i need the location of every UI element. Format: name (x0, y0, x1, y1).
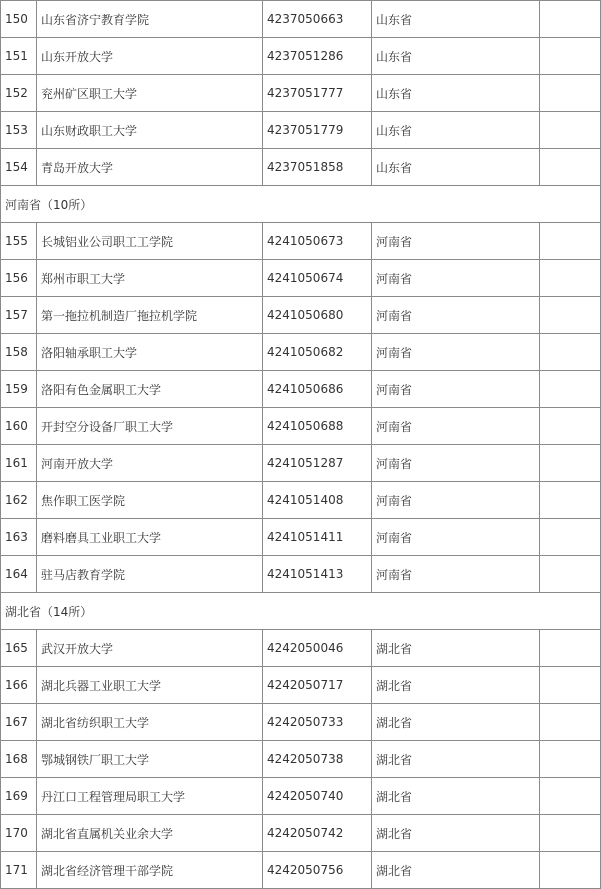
row-number-cell: 160 (1, 408, 37, 445)
table-row (1, 371, 601, 408)
remarks-cell (540, 852, 601, 889)
remarks-cell (540, 149, 601, 186)
province-cell: 河南省 (372, 445, 540, 482)
institution-name-cell: 洛阳有色金属职工大学 (37, 371, 263, 408)
table-row (1, 667, 601, 704)
table-row (1, 445, 601, 482)
province-section-row (1, 593, 601, 630)
remarks-cell (540, 556, 601, 593)
row-number-cell: 151 (1, 38, 37, 75)
province-cell: 河南省 (372, 408, 540, 445)
institution-code-cell: 4237051777 (263, 75, 372, 112)
table-row (1, 852, 601, 889)
row-number-cell: 165 (1, 630, 37, 667)
table-row (1, 778, 601, 815)
institution-name-cell: 山东财政职工大学 (37, 112, 263, 149)
province-cell: 湖北省 (372, 852, 540, 889)
institution-code-cell: 4241050688 (263, 408, 372, 445)
institution-code-cell: 4242050740 (263, 778, 372, 815)
province-cell: 河南省 (372, 260, 540, 297)
table-row (1, 149, 601, 186)
province-cell: 河南省 (372, 519, 540, 556)
row-number-cell: 163 (1, 519, 37, 556)
row-number-cell: 162 (1, 482, 37, 519)
institution-code-cell: 4242050717 (263, 667, 372, 704)
row-number-cell: 158 (1, 334, 37, 371)
row-number-cell: 161 (1, 445, 37, 482)
table-row (1, 297, 601, 334)
row-number-cell: 169 (1, 778, 37, 815)
institution-code-cell: 4241050680 (263, 297, 372, 334)
row-number-cell: 167 (1, 704, 37, 741)
remarks-cell (540, 112, 601, 149)
institution-name-cell: 开封空分设备厂职工大学 (37, 408, 263, 445)
province-cell: 山东省 (372, 112, 540, 149)
institution-code-cell: 4241051287 (263, 445, 372, 482)
table-row (1, 630, 601, 667)
institution-code-cell: 4242050046 (263, 630, 372, 667)
province-cell: 河南省 (372, 223, 540, 260)
institution-code-cell: 4241051413 (263, 556, 372, 593)
row-number-cell: 166 (1, 667, 37, 704)
row-number-cell: 170 (1, 815, 37, 852)
province-section-row (1, 186, 601, 223)
remarks-cell (540, 704, 601, 741)
province-cell: 河南省 (372, 371, 540, 408)
table-row (1, 38, 601, 75)
row-number-cell: 157 (1, 297, 37, 334)
institution-code-cell: 4242050756 (263, 852, 372, 889)
institution-code-cell: 4241050682 (263, 334, 372, 371)
table-row (1, 815, 601, 852)
institution-code-cell: 4242050733 (263, 704, 372, 741)
remarks-cell (540, 408, 601, 445)
institution-code-cell: 4242050738 (263, 741, 372, 778)
table-row (1, 260, 601, 297)
row-number-cell: 154 (1, 149, 37, 186)
institution-code-cell: 4237051858 (263, 149, 372, 186)
remarks-cell (540, 334, 601, 371)
table-row (1, 556, 601, 593)
province-cell: 湖北省 (372, 704, 540, 741)
remarks-cell (540, 815, 601, 852)
institution-name-cell: 郑州市职工大学 (37, 260, 263, 297)
institution-name-cell: 洛阳轴承职工大学 (37, 334, 263, 371)
remarks-cell (540, 260, 601, 297)
remarks-cell (540, 630, 601, 667)
table-row (1, 482, 601, 519)
row-number-cell: 171 (1, 852, 37, 889)
remarks-cell (540, 519, 601, 556)
province-cell: 湖北省 (372, 630, 540, 667)
province-cell: 湖北省 (372, 778, 540, 815)
institution-name-cell: 焦作职工医学院 (37, 482, 263, 519)
province-cell: 河南省 (372, 556, 540, 593)
row-number-cell: 152 (1, 75, 37, 112)
province-section-label: 河南省（10所） (1, 186, 601, 223)
remarks-cell (540, 482, 601, 519)
remarks-cell (540, 371, 601, 408)
remarks-cell (540, 297, 601, 334)
table-row (1, 741, 601, 778)
institution-code-cell: 4241050686 (263, 371, 372, 408)
table-row (1, 408, 601, 445)
province-cell: 山东省 (372, 75, 540, 112)
table-row (1, 112, 601, 149)
row-number-cell: 164 (1, 556, 37, 593)
institution-name-cell: 湖北省经济管理干部学院 (37, 852, 263, 889)
province-cell: 湖北省 (372, 741, 540, 778)
table-row (1, 223, 601, 260)
table-row (1, 334, 601, 371)
province-cell: 山东省 (372, 149, 540, 186)
table-row (1, 704, 601, 741)
institution-code-cell: 4242050742 (263, 815, 372, 852)
institution-code-cell: 4237051286 (263, 38, 372, 75)
institution-name-cell: 湖北省纺织职工大学 (37, 704, 263, 741)
institution-name-cell: 鄂城钢铁厂职工大学 (37, 741, 263, 778)
row-number-cell: 168 (1, 741, 37, 778)
institution-name-cell: 第一拖拉机制造厂拖拉机学院 (37, 297, 263, 334)
table-row (1, 1, 601, 38)
row-number-cell: 155 (1, 223, 37, 260)
institution-name-cell: 山东省济宁教育学院 (37, 1, 263, 38)
institution-name-cell: 青岛开放大学 (37, 149, 263, 186)
institution-code-cell: 4241050673 (263, 223, 372, 260)
institution-name-cell: 丹江口工程管理局职工大学 (37, 778, 263, 815)
institution-code-cell: 4241051411 (263, 519, 372, 556)
institution-name-cell: 山东开放大学 (37, 38, 263, 75)
row-number-cell: 150 (1, 1, 37, 38)
remarks-cell (540, 75, 601, 112)
institution-code-cell: 4237050663 (263, 1, 372, 38)
institution-code-cell: 4241050674 (263, 260, 372, 297)
remarks-cell (540, 445, 601, 482)
institution-name-cell: 兖州矿区职工大学 (37, 75, 263, 112)
province-cell: 河南省 (372, 334, 540, 371)
province-cell: 湖北省 (372, 667, 540, 704)
province-section-label: 湖北省（14所） (1, 593, 601, 630)
institution-name-cell: 驻马店教育学院 (37, 556, 263, 593)
table-body (1, 1, 601, 889)
remarks-cell (540, 38, 601, 75)
table-row (1, 75, 601, 112)
institution-code-cell: 4241051408 (263, 482, 372, 519)
institution-name-cell: 河南开放大学 (37, 445, 263, 482)
remarks-cell (540, 1, 601, 38)
row-number-cell: 159 (1, 371, 37, 408)
table-row (1, 519, 601, 556)
row-number-cell: 153 (1, 112, 37, 149)
row-number-cell: 156 (1, 260, 37, 297)
institution-name-cell: 武汉开放大学 (37, 630, 263, 667)
province-cell: 河南省 (372, 482, 540, 519)
province-cell: 山东省 (372, 38, 540, 75)
institution-name-cell: 湖北兵器工业职工大学 (37, 667, 263, 704)
institution-code-cell: 4237051779 (263, 112, 372, 149)
province-cell: 湖北省 (372, 815, 540, 852)
province-cell: 河南省 (372, 297, 540, 334)
institution-name-cell: 长城铝业公司职工工学院 (37, 223, 263, 260)
institution-name-cell: 湖北省直属机关业余大学 (37, 815, 263, 852)
remarks-cell (540, 223, 601, 260)
province-cell: 山东省 (372, 1, 540, 38)
remarks-cell (540, 741, 601, 778)
institution-name-cell: 磨料磨具工业职工大学 (37, 519, 263, 556)
remarks-cell (540, 667, 601, 704)
remarks-cell (540, 778, 601, 815)
